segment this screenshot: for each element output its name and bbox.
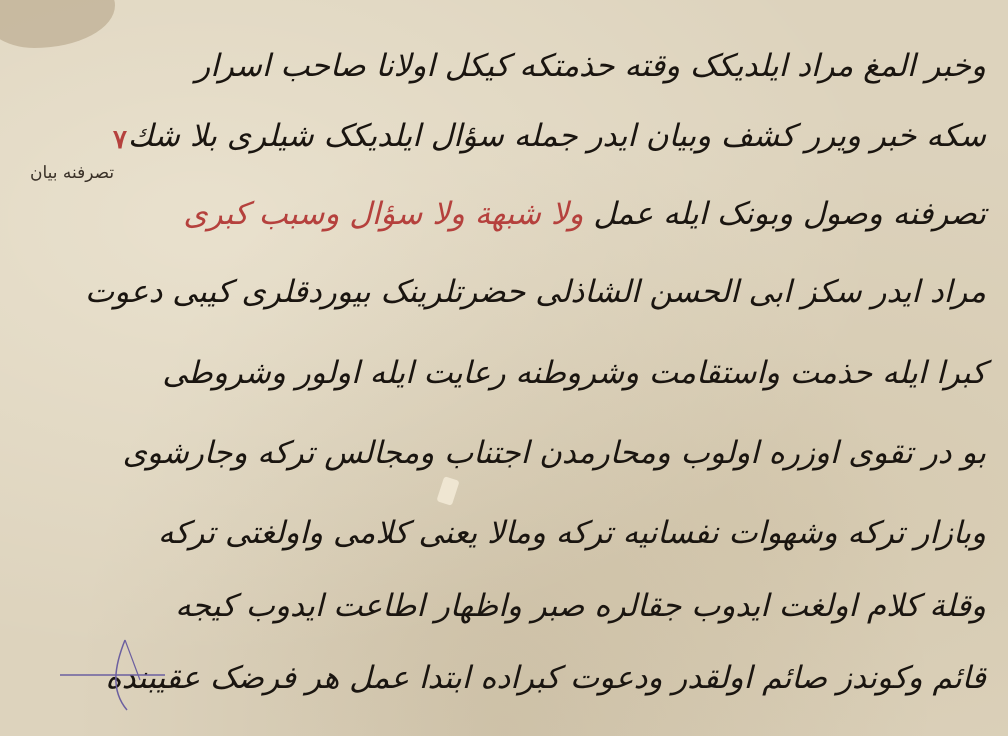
- text-line-7: وبازار ترکه وشهوات نفسانیه ترکه ومالا یعنی کلامی واولغتی ترکه: [158, 515, 986, 551]
- text-line-5: کبرا ایله حذمت واستقامت وشروطنه رعایت ایله اولور وشروطی: [162, 355, 986, 391]
- text-line-1: وخبر المغ مراد ایلدیکک وقته حذمتکه کیکل اولانا صاحب اسرار: [195, 48, 986, 84]
- text-line-6: بو در تقوی اوزره اولوب ومحارمدن اجتناب ومجالس ترکه وجارشوی: [122, 435, 986, 471]
- margin-number: ٧: [113, 125, 127, 155]
- margin-pencil-mark: [55, 635, 170, 715]
- text-line-3: [183, 196, 986, 232]
- margin-note: تصرفنه بیان: [30, 163, 115, 183]
- text-line-3-black: تصرفنه وصول وبونک ایله عمل: [593, 196, 986, 232]
- text-line-8: وقلة کلام اولغت ایدوب جقالره صبر واظهار اطاعت ایدوب کیجه: [175, 588, 986, 624]
- text-line-2: سکه خبر ویرر کشف وبیان ایدر جمله سؤال ایلدیکک شیلری بلا شك: [127, 118, 986, 154]
- text-line-9: قائم وکوندز صائم اولقدر ودعوت کبراده ابتدا عمل هر فرضک عقیبنده: [105, 660, 986, 696]
- text-line-3-start: ولا شبهة ولا سؤال وسبب کبری: [183, 196, 584, 232]
- text-line-4: مراد ایدر سکز ابی الحسن الشاذلی حضرتلرینک بیوردقلری کیبی دعوت: [84, 274, 986, 310]
